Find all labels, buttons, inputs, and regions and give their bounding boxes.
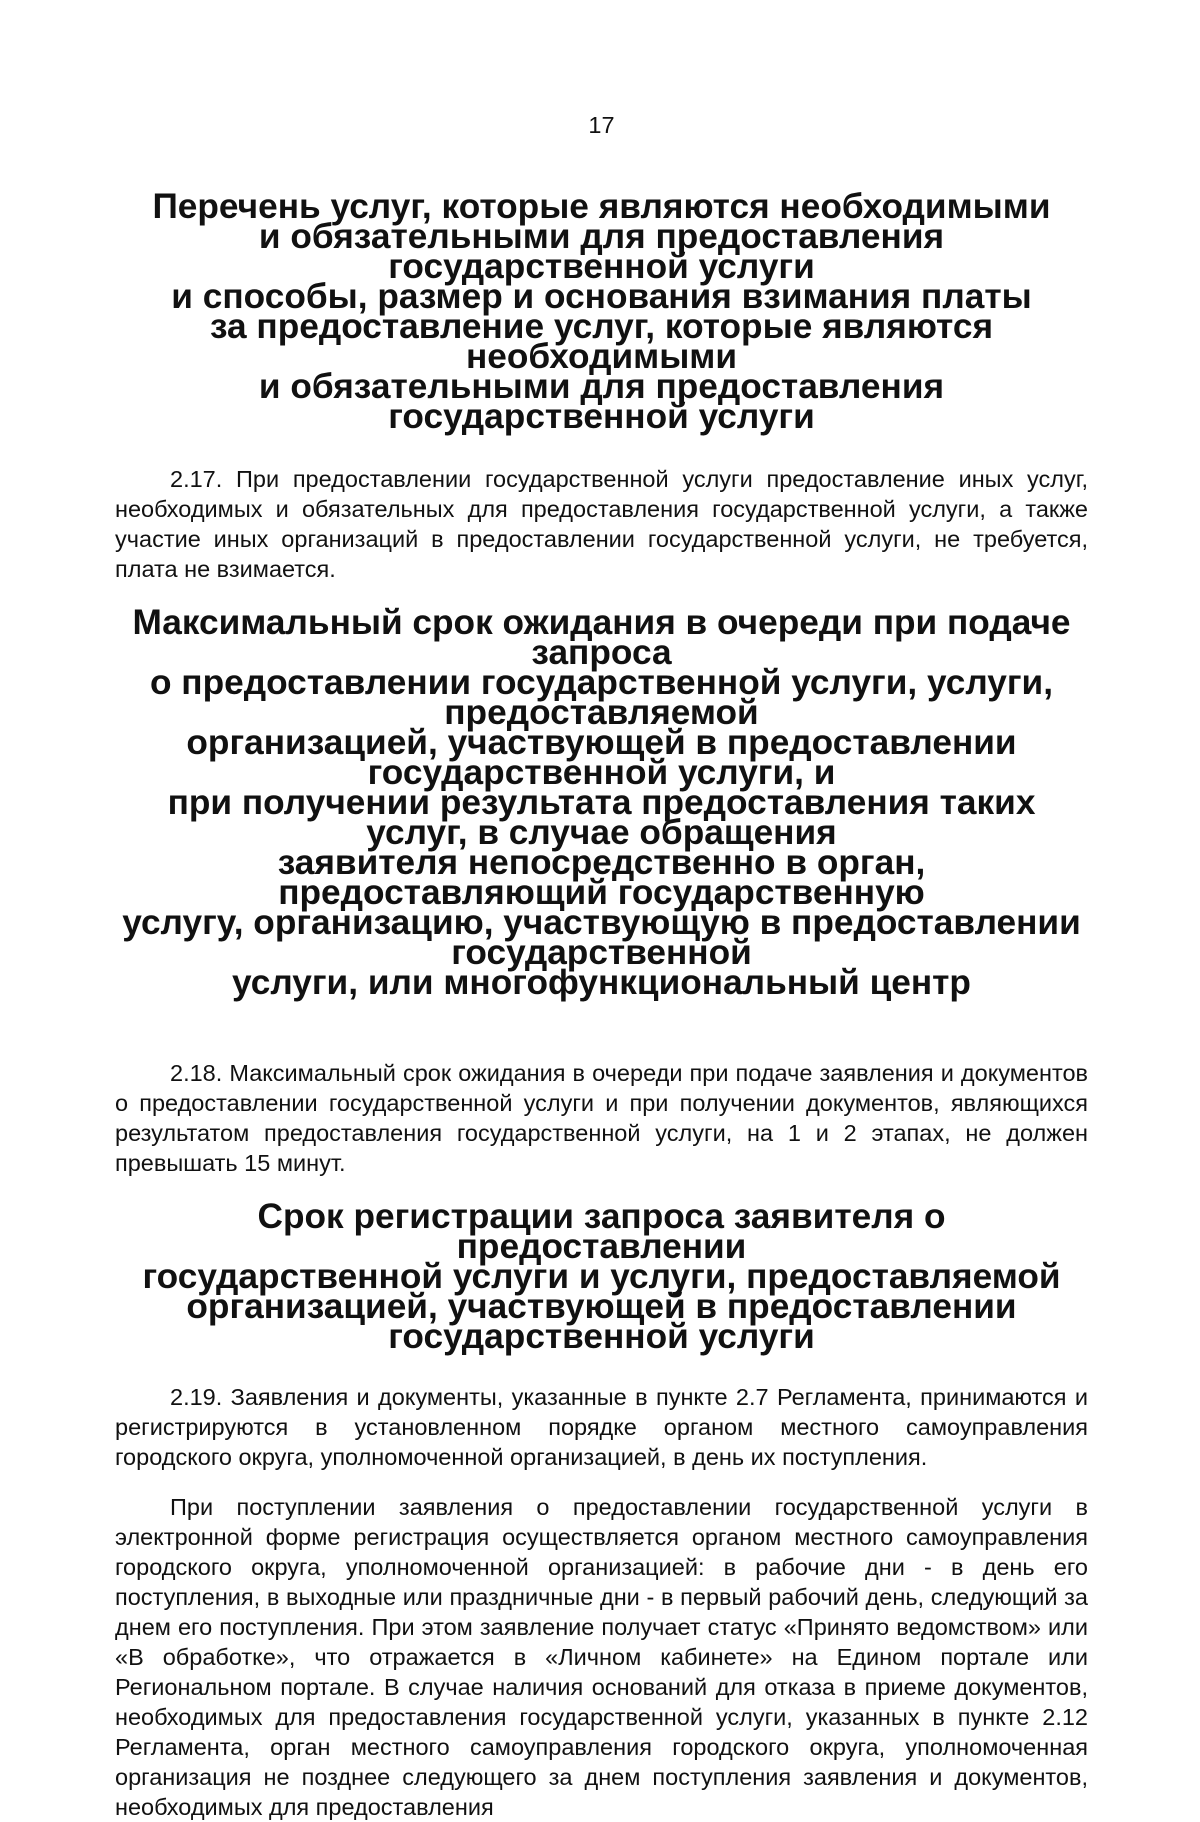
heading-line: при получении результата предоставления таких услуг, в случае обращения — [167, 783, 1036, 852]
heading-line: организацией, участвующей в предоставлении — [186, 1287, 1017, 1326]
heading-line: Перечень услуг, которые являются необходимыми — [152, 187, 1051, 226]
heading-line: и обязательными для предоставления государственной услуги — [258, 217, 945, 286]
heading-line: за предоставление услуг, которые являются необходимыми — [209, 307, 994, 376]
section-heading-services-list — [115, 187, 1088, 436]
paragraph-2-18: 2.18. Максимальный срок ожидания в очереди при подаче заявления и документов о предоставлении государственной услуги и при получении документов, являющихся результатом предоставления государственной услуги, на 1 и 2 этапах, не должен превышать 15 минут. — [115, 1060, 1088, 1176]
heading-line: государственной услуги и услуги, предоставляемой — [142, 1257, 1061, 1296]
section-heading-queue-time — [115, 603, 1088, 1002]
heading-line: услугу, организацию, участвующую в предоставлении государственной — [122, 903, 1081, 972]
heading-line: Срок регистрации запроса заявителя о предоставлении — [257, 1197, 946, 1266]
heading-line: государственной услуги — [388, 1317, 815, 1356]
heading-line: Максимальный срок ожидания в очереди при подаче запроса — [132, 603, 1071, 672]
heading-line: и обязательными для предоставления государственной услуги — [258, 367, 945, 436]
heading-line: о предоставлении государственной услуги, услуги, предоставляемой — [149, 663, 1054, 732]
paragraph-electronic-submission: При поступлении заявления о предоставлении государственной услуги в электронной форме регистрация осуществляется органом местного самоуправления городского округа, уполномоченной организацией: в рабочие дни - в день его поступления, в выходные или праздничные дни - в первый рабочий день, следующий за днем его поступления. При этом заявление получает статус «Принято ведомством» или «В обработке», что отражается в «Личном кабинете» на Едином портале или Региональном портале. В случае наличия оснований для отказа в приеме документов, необходимых для предоставления государственной услуги, указанных в пункте 2.12 Регламента, орган местного самоуправления городского округа, уполномоченная организация не позднее следующего за днем поступления заявления и документов, необходимых для предоставления — [115, 1494, 1088, 1820]
heading-line: услуги, или многофункциональный центр — [232, 963, 971, 1002]
heading-line: и способы, размер и основания взимания платы — [171, 277, 1032, 316]
paragraph-2-19: 2.19. Заявления и документы, указанные в пункте 2.7 Регламента, принимаются и регистрируются в установленном порядке органом местного самоуправления городского округа, уполномоченной организацией, в день их поступления. — [115, 1384, 1088, 1470]
paragraph-2-17: 2.17. При предоставлении государственной услуги предоставление иных услуг, необходимых и обязательных для предоставления государственной услуги, а также участие иных организаций в предоставлении государственной услуги, не требуется, плата не взимается. — [115, 466, 1088, 582]
heading-line: организацией, участвующей в предоставлении государственной услуги, и — [186, 723, 1017, 792]
section-heading-registration-time — [115, 1197, 1088, 1356]
page-number: 17 — [588, 112, 615, 138]
heading-line: заявителя непосредственно в орган, предоставляющий государственную — [277, 843, 926, 912]
